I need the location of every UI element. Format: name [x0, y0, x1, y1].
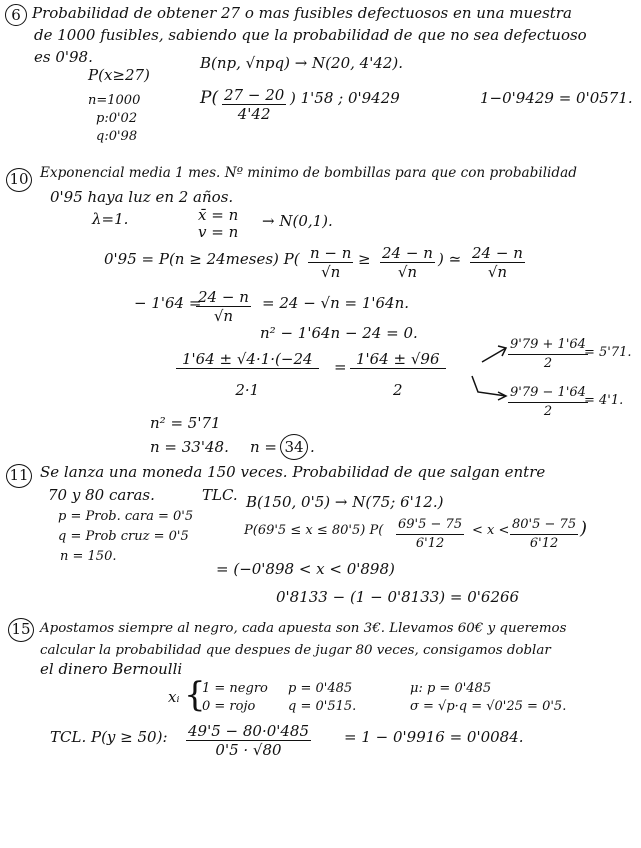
problem-10-fraction5-numerator: 1'64 ± √4·1·(−24: [176, 350, 319, 369]
problem-11-calc-left: P(69'5 ≤ x ≤ 80'5) P(: [244, 523, 384, 538]
problem-6-statement-line1: Probabilidad de obtener 27 o mas fusibles defectuosos en una muestra: [32, 4, 572, 22]
problem-15-xi: xᵢ: [168, 688, 180, 706]
problem-15-brace: {: [184, 675, 206, 715]
problem-6-calc-open: P(: [200, 88, 219, 108]
problem-10-fraction3-denominator: √n: [487, 263, 508, 281]
problem-10-statement-line1: Exponencial media 1 mes. Nº minimo de bombillas para que con probabilidad: [40, 165, 577, 181]
problem-10-equation3-equals: =: [334, 358, 347, 376]
problem-6-q: q:0'98: [96, 129, 138, 144]
problem-10-equation2-left: − 1'64 =: [134, 294, 202, 312]
problem-11-binomial: B(150, 0'5) → N(75; 6'12.): [246, 493, 444, 511]
problem-15-statement-line2: calcular la probabilidad que despues de jugar 80 veces, consigamos doblar: [40, 643, 551, 658]
problem-10-fraction6-denominator: 2: [392, 381, 403, 399]
problem-10-n-squared: n² = 5'71: [150, 414, 221, 432]
problem-15-case-negro: 1 = negro: [202, 681, 268, 696]
problem-10-statement-line2: 0'95 haya luz en 2 años.: [50, 188, 234, 206]
problem-11-fraction2-numerator: 80'5 − 75: [510, 516, 578, 535]
problem-11-number: 11: [6, 464, 32, 488]
problem-10-fraction2-denominator: √n: [397, 263, 418, 281]
problem-10-fraction3-numerator: 24 − n: [472, 244, 523, 262]
problem-10-fraction5-denominator: 2·1: [235, 381, 260, 399]
problem-10-geq: ≥: [358, 250, 371, 268]
problem-15-sigma: σ = √p·q = √0'25 = 0'5.: [410, 699, 567, 714]
problem-6-fraction-numerator: 27 − 20: [224, 86, 285, 104]
problem-6-binomial: B(np, √npq) → N(20, 4'42).: [200, 54, 404, 72]
problem-6-statement-line2: de 1000 fusibles, sabiendo que la probabilidad de que no sea defectuoso: [34, 26, 587, 44]
problem-15-number: 15: [8, 618, 34, 642]
problem-10-fraction8-denominator: 2: [543, 404, 553, 419]
problem-10-mean: x̄ = n: [198, 206, 239, 224]
problem-11-tlc: TLC.: [202, 486, 238, 504]
problem-11-fraction1-denominator: 6'12: [415, 536, 445, 551]
problem-11-result: 0'8133 − (1 − 0'8133) = 0'6266: [276, 588, 520, 606]
problem-10-equation2-right: = 24 − √n = 1'64n.: [262, 294, 410, 312]
problem-10-normal: → N(0,1).: [262, 212, 333, 230]
problem-11-calc-close: ): [580, 518, 588, 539]
problem-6-calc-middle: ) 1'58 ; 0'9429: [290, 89, 400, 107]
problem-15-result: = 1 − 0'9916 = 0'0084.: [344, 728, 524, 746]
problem-10-fraction6-numerator: 1'64 ± √96: [350, 350, 446, 369]
problem-11-statement-line2: 70 y 80 caras.: [48, 486, 155, 504]
problem-10-root1: = 5'71.: [584, 345, 632, 360]
problem-11-calc-middle: < x <: [472, 523, 510, 538]
problem-10-fraction4-numerator: 24 − n: [198, 288, 249, 306]
problem-15-mu: μ: p = 0'485: [410, 681, 492, 696]
problem-10-fraction1-numerator: n − n: [310, 244, 352, 262]
problem-15-tcl: TCL. P(y ≥ 50):: [50, 728, 168, 746]
problem-10-lambda: λ=1.: [92, 210, 129, 228]
problem-15-statement-line3: el dinero Bernoulli: [40, 660, 183, 678]
problem-6-statement-line3: es 0'98.: [34, 48, 93, 66]
problem-10-n-value: n = 33'48.: [150, 438, 229, 456]
problem-10-root2: = 4'1.: [584, 393, 624, 408]
problem-10-n-final-label: n =: [250, 438, 277, 456]
problem-15-q: q = 0'515.: [288, 699, 357, 714]
problem-10-approx: ) ≃: [438, 250, 462, 268]
problem-10-fraction4-denominator: √n: [213, 307, 234, 325]
problem-10-equation1-left: 0'95 = P(n ≥ 24meses) P(: [104, 250, 300, 268]
problem-10-variance: v = n: [198, 223, 239, 241]
problem-6-fraction-denominator: 4'42: [237, 105, 271, 123]
problem-6-p: p:0'02: [96, 111, 138, 126]
problem-10-fraction2-numerator: 24 − n: [382, 244, 433, 262]
problem-11-fraction1-numerator: 69'5 − 75: [396, 516, 464, 535]
problem-10-fraction7-numerator: 9'79 + 1'64: [508, 336, 588, 355]
problem-6-probability: P(x≥27): [88, 66, 150, 84]
problem-11-p: p = Prob. cara = 0'5: [58, 509, 194, 524]
problem-11-fraction2-denominator: 6'12: [529, 536, 559, 551]
problem-6-number: 6: [5, 4, 27, 26]
problem-11-z-interval: = (−0'898 < x < 0'898): [216, 560, 395, 578]
problem-10-fraction7-denominator: 2: [543, 356, 553, 371]
problem-15-fraction-numerator: 49'5 − 80·0'485: [188, 722, 310, 740]
problem-6-calc-result: 1−0'9429 = 0'0571.: [480, 89, 633, 107]
problem-15-fraction-denominator: 0'5 · √80: [215, 741, 282, 759]
problem-10-fraction1-denominator: √n: [321, 263, 341, 281]
problem-11-q: q = Prob cruz = 0'5: [58, 529, 189, 544]
problem-11-n: n = 150.: [60, 549, 117, 564]
problem-11-statement-line1: Se lanza una moneda 150 veces. Probabilidad de que salgan entre: [40, 463, 546, 481]
problem-6-n: n=1000: [88, 93, 141, 108]
problem-15-statement-line1: Apostamos siempre al negro, cada apuesta son 3€. Llevamos 60€ y queremos: [40, 621, 567, 636]
problem-10-n-final-period: .: [310, 438, 315, 456]
problem-15-p: p = 0'485: [288, 681, 353, 696]
problem-15-case-rojo: 0 = rojo: [202, 699, 256, 714]
problem-10-quadratic: n² − 1'64n − 24 = 0.: [260, 324, 418, 342]
problem-10-fraction8-numerator: 9'79 − 1'64: [508, 384, 588, 403]
problem-10-number: 10: [6, 168, 32, 192]
problem-10-n-final: 34: [280, 434, 308, 460]
